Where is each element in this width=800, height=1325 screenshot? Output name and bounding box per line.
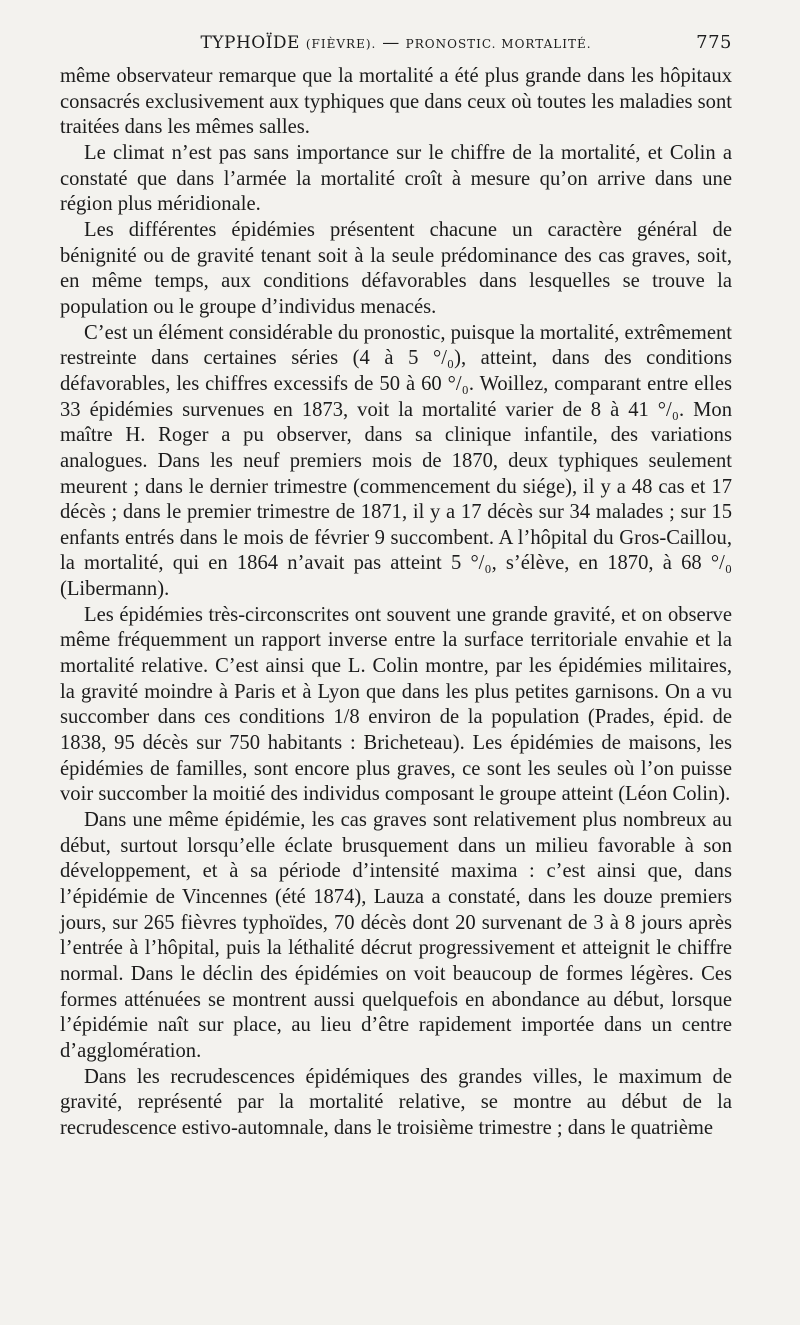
body-text xyxy=(60,64,732,1142)
page-number: 775 xyxy=(696,32,732,53)
paragraph-1: même observateur remarque que la mortalité a été plus grande dans les hôpitaux consacrés exclusivement aux typhiques que dans ceux où toutes les maladies sont traitées dans les mêmes salles. xyxy=(60,65,732,139)
paragraph-4: C’est un élément considérable du pronostic, puisque la mortalité, extrêmement restreinte dans certaines séries (4 à 5 °/₀), atteint, dans des conditions défavorables, les chiffres excessifs de 50 à 60 °/₀. Woillez, comparant entre elles 33 épidémies survenues en 1873, voit la mortalité varier de 8 à 41 °/₀. Mon maître H. Roger a pu observer, dans sa clinique infantile, des variations analogues. Dans les neuf premiers mois de 1870, deux typhiques seulement meurent ; dans le dernier trimestre (commencement du siége), il y a 48 cas et 17 décès ; dans le premier trimestre de 1871, il y a 17 décès sur 34 malades ; sur 15 enfants entrés dans le mois de février 9 succombent. A l’hôpital du Gros-Caillou, la mortalité, qui en 1864 n’avait pas atteint 5 °/₀, s’élève, en 1870, à 68 °/₀ (Libermann). xyxy=(60,321,732,601)
paragraph-3: Les différentes épidémies présentent chacune un caractère général de bénignité ou de gravité tenant soit à la seule prédominance des cas graves, soit, en même temps, aux conditions défavorables dans lesquelles se trouve la population ou le groupe d’individus menacés. xyxy=(60,218,732,318)
running-title-paren: (FIÈVRE). xyxy=(305,37,377,51)
paragraph-6: Dans une même épidémie, les cas graves sont relativement plus nombreux au début, surtout lorsqu’elle éclate brusquement dans un milieu favorable à son développement, et à sa période d’intensité maxima : c’est ainsi que, dans l’épidémie de Vincennes (été 1874), Lauza a constaté, dans les douze premiers jours, sur 265 fièvres typhoïdes, 70 décès dont 20 survenant de 3 à 8 jours après l’entrée à l’hôpital, puis la léthalité décrut progressivement et atteignit le chiffre normal. Dans le déclin des épidémies on voit beaucoup de formes légères. Ces formes atténuées se montrent aussi quelquefois en abondance au début, lorsque l’épidémie naît sur place, au lieu d’être rapidement importée dans un centre d’agglomération. xyxy=(60,809,732,1062)
running-title-section: PRONOSTIC. MORTALITÉ. xyxy=(405,37,592,51)
running-head xyxy=(60,28,732,64)
running-title-dash: — xyxy=(382,33,400,53)
running-title xyxy=(200,28,591,59)
paragraph-2: Le climat n’est pas sans importance sur le chiffre de la mortalité, et Colin a constaté que dans l’armée la mortalité croît à mesure qu’on arrive dans une région plus méridionale. xyxy=(60,141,732,216)
running-title-main: TYPHOÏDE xyxy=(200,33,300,53)
paragraph-7: Dans les recrudescences épidémiques des grandes villes, le maximum de gravité, représenté par la mortalité relative, se montre au début de la recrudescence estivo-automnale, dans le troisième trimestre ; dans le quatrième xyxy=(60,1065,732,1139)
paragraph-5: Les épidémies très-circonscrites ont souvent une grande gravité, et on observe même fréquemment un rapport inverse entre la surface territoriale envahie et la mortalité relative. C’est ainsi que L. Colin montre, par les épidémies militaires, la gravité moindre à Paris et à Lyon que dans les plus petites garnisons. On a vu succomber dans ces conditions 1/8 environ de la population (Prades, épid. de 1838, 95 décès sur 750 habitants : Bricheteau). Les épidémies de maisons, les épidémies de familles, sont encore plus graves, ce sont les seules où l’on puisse voir succomber la moitié des individus composant le groupe atteint (Léon Colin). xyxy=(60,603,732,806)
